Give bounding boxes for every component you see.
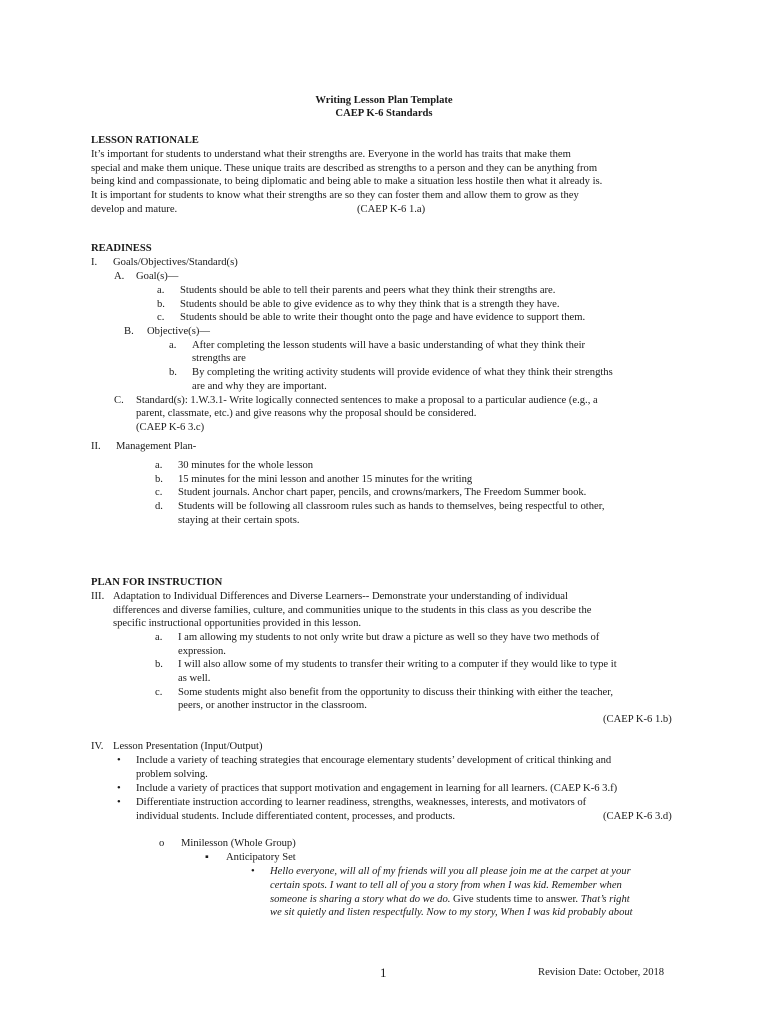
management-item-cont: staying at their certain spots. <box>178 515 300 526</box>
presentation-bullet: Include a variety of teaching strategies that encourage elementary students’ development of critical thinking and <box>136 755 612 766</box>
goals-label: Goal(s)— <box>136 271 179 282</box>
objectives-label: Objective(s)— <box>147 326 210 337</box>
rationale-heading: LESSON RATIONALE <box>91 135 199 146</box>
adaptation-item-cont: expression. <box>178 646 226 657</box>
rationale-line: It’s important for students to understand what their strengths are. Everyone in the world has traits that make them <box>91 149 571 160</box>
standards-code: (CAEP K-6 3.c) <box>136 422 205 433</box>
list-marker: a. <box>157 285 165 296</box>
teacher-direction: Give students time to answer. <box>450 894 579 905</box>
adaptation-item-cont: as well. <box>178 673 211 684</box>
teacher-script-line <box>270 893 630 907</box>
rationale-line: being kind and compassionate, to being diplomatic and being able to make a situation less hostile then what it already is. <box>91 176 603 187</box>
rationale-standard: (CAEP K-6 1.a) <box>357 204 426 215</box>
standards-text: Standard(s): 1.W.3.1- Write logically connected sentences to make a proposal to a particular audience (e.g., a <box>136 395 598 406</box>
standards-text: parent, classmate, etc.) and give reasons why the proposal should be considered. <box>136 408 477 419</box>
section-title: Management Plan- <box>116 441 197 452</box>
list-marker: a. <box>155 632 163 643</box>
minilesson-label: Minilesson (Whole Group) <box>181 838 296 849</box>
goal-item: Students should be able to give evidence as to why they think that is a strength they have. <box>180 299 560 310</box>
teacher-script-italic: someone is sharing a story what do we do. <box>270 894 451 905</box>
teacher-script: Hello everyone, will all of my friends will you all please join me at the carpet at your <box>270 866 631 877</box>
bullet-icon: • <box>251 866 255 877</box>
management-item: Students will be following all classroom rules such as hands to themselves, being respectful to other, <box>178 501 605 512</box>
goal-item: Students should be able to tell their parents and peers what they think their strengths are. <box>180 285 556 296</box>
list-marker: b. <box>157 299 165 310</box>
presentation-bullet-cont: individual students. Include differentiated content, processes, and products. <box>136 811 456 822</box>
standards-letter: C. <box>114 395 124 406</box>
teacher-script: we sit quietly and listen respectfully. Now to my story, When I was kid probably about <box>270 907 633 918</box>
list-marker: c. <box>155 487 163 498</box>
list-marker: a. <box>155 460 163 471</box>
document-title: Writing Lesson Plan Template <box>315 95 453 106</box>
list-marker: b. <box>155 474 163 485</box>
adaptation-item: I will also allow some of my students to transfer their writing to a computer if they would like to type it <box>178 659 617 670</box>
presentation-bullet: Differentiate instruction according to learner readiness, strengths, weaknesses, interests, and motivators of <box>136 797 587 808</box>
list-marker: a. <box>169 340 177 351</box>
presentation-standard: (CAEP K-6 3.d) <box>603 811 672 822</box>
bullet-icon: • <box>117 755 121 766</box>
document-subtitle: CAEP K-6 Standards <box>335 108 433 119</box>
adaptation-item: Some students might also benefit from the opportunity to discuss their thinking with either the teacher, <box>178 687 614 698</box>
readiness-heading: READINESS <box>91 243 152 254</box>
objective-item: After completing the lesson students will have a basic understanding of what they think their <box>192 340 586 351</box>
rationale-line: It is important for students to know what their strengths are so they can foster them and allow them to grow as they <box>91 190 579 201</box>
square-bullet-icon: ▪ <box>205 852 209 863</box>
adaptation-item: I am allowing my students to not only write but draw a picture as well so they have two methods of <box>178 632 600 643</box>
objectives-letter: B. <box>124 326 134 337</box>
objective-item-cont: strengths are <box>192 353 246 364</box>
management-item: 15 minutes for the mini lesson and another 15 minutes for the writing <box>178 474 473 485</box>
objective-item: By completing the writing activity students will provide evidence of what they think their strengths <box>192 367 613 378</box>
bullet-icon: • <box>117 783 121 794</box>
anticipatory-set-label: Anticipatory Set <box>226 852 296 863</box>
presentation-bullet: Include a variety of practices that support motivation and engagement in learning for all learners. (CAEP K-6 3.f) <box>136 783 618 794</box>
rationale-line: develop and mature. <box>91 204 178 215</box>
section-number: IV. <box>91 741 104 752</box>
section-title: Goals/Objectives/Standard(s) <box>113 257 238 268</box>
section-number: II. <box>91 441 101 452</box>
section-text: specific instructional opportunities provided in this lesson. <box>113 618 362 629</box>
revision-date: Revision Date: October, 2018 <box>538 967 665 978</box>
presentation-bullet-cont: problem solving. <box>136 769 208 780</box>
list-marker: b. <box>155 659 163 670</box>
bullet-icon: • <box>117 797 121 808</box>
teacher-script: certain spots. I want to tell all of you a story from when I was kid. Remember when <box>270 880 622 891</box>
list-marker: c. <box>155 687 163 698</box>
list-marker: b. <box>169 367 177 378</box>
goals-letter: A. <box>114 271 125 282</box>
management-item: 30 minutes for the whole lesson <box>178 460 314 471</box>
page-number: 1 <box>380 965 387 980</box>
section-text: Adaptation to Individual Differences and Diverse Learners-- Demonstrate your understanding of individual <box>113 591 568 602</box>
instruction-heading: PLAN FOR INSTRUCTION <box>91 577 223 588</box>
adaptation-item-cont: peers, or another instructor in the classroom. <box>178 700 367 711</box>
list-marker: c. <box>157 312 165 323</box>
section-number: I. <box>91 257 98 268</box>
objective-item-cont: are and why they are important. <box>192 381 327 392</box>
section-number: III. <box>91 591 105 602</box>
section-title: Lesson Presentation (Input/Output) <box>113 741 263 752</box>
rationale-line: special and make them unique. These unique traits are described as strengths to a person and they can be anything from <box>91 163 598 174</box>
section-text: differences and diverse families, culture, and communities unique to the students in this class as you describe the <box>113 605 592 616</box>
goal-item: Students should be able to write their thought onto the page and have evidence to support them. <box>180 312 586 323</box>
circle-bullet-icon: o <box>159 838 165 849</box>
list-marker: d. <box>155 501 163 512</box>
teacher-script-italic: That’s right <box>578 894 630 905</box>
adaptation-standard: (CAEP K-6 1.b) <box>603 714 672 725</box>
management-item: Student journals. Anchor chart paper, pencils, and crowns/markers, The Freedom Summer book. <box>178 487 587 498</box>
